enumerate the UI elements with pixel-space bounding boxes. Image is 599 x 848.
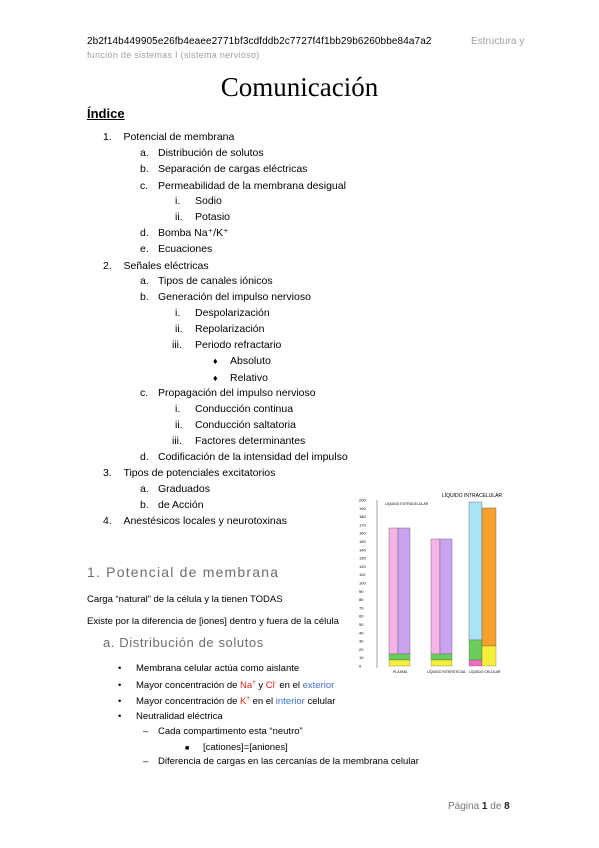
- list-item: • Mayor concentración de K+ en el interior celular: [118, 696, 336, 708]
- y-tick-label: 90: [359, 588, 364, 594]
- y-tick-label: 20: [359, 646, 364, 652]
- paragraph: Existe por la diferencia de [iones] dentro y fuera de la célula: [87, 616, 339, 627]
- list-item: • Mayor concentración de Na+ y Cl- en el exterior: [118, 680, 335, 692]
- y-tick-label: 10: [359, 655, 364, 661]
- toc-item: b. de Acción: [140, 499, 204, 511]
- y-tick-label: 110: [359, 572, 366, 578]
- y-tick-label: 190: [359, 505, 366, 511]
- toc-item: a. Distribución de solutos: [140, 147, 264, 159]
- toc-item: b. Separación de cargas eléctricas: [140, 163, 308, 175]
- toc-item: i. Conducción continua: [175, 403, 294, 415]
- y-tick-label: 0: [359, 663, 362, 669]
- cellular-column: [469, 502, 496, 666]
- list-item: ■ [cationes]=[aniones]: [185, 742, 288, 753]
- toc-item: 2. Señales eléctricas: [103, 260, 209, 272]
- list-item: • Membrana celular actúa como aislante: [118, 663, 300, 674]
- list-item: – Cada compartimento esta “neutro”: [143, 726, 303, 737]
- figure-extra-label: LÍQUIDO EXTRACELULAR: [385, 502, 429, 506]
- y-tick-label: 120: [359, 563, 366, 569]
- y-tick-label: 100: [359, 580, 366, 586]
- col-label-interstitial: LÍQUIDO INTERSTICIAL: [427, 670, 467, 674]
- y-tick-label: 80: [359, 597, 364, 603]
- y-tick-label: 60: [359, 613, 364, 619]
- interstitial-column: [431, 539, 452, 666]
- toc-item: 4. Anestésicos locales y neurotoxinas: [103, 515, 287, 527]
- toc-item: c. Permeabilidad de la membrana desigual: [140, 180, 346, 192]
- y-tick-label: 50: [359, 622, 364, 627]
- ion-concentration-svg: [357, 488, 517, 683]
- header-course-title: Estructura y: [471, 36, 525, 47]
- toc-item: a. Graduados: [140, 483, 210, 495]
- y-tick-label: 40: [359, 630, 364, 636]
- toc-item: e. Ecuaciones: [140, 243, 213, 255]
- toc-item: i. Despolarización: [175, 307, 270, 319]
- page-footer: Página 1 de 8: [448, 801, 510, 812]
- toc-item: 3. Tipos de potenciales excitatorios: [103, 467, 276, 479]
- index-heading: Índice: [87, 106, 125, 121]
- paragraph: Carga “natural” de la célula y la tienen TODAS: [87, 594, 283, 605]
- y-axis-ticks: [359, 498, 366, 669]
- toc-item: i. Sodio: [175, 195, 222, 207]
- col-label-plasma: PLASMA: [393, 670, 408, 674]
- toc-item: d. Bomba Na⁺/K⁺: [140, 227, 229, 239]
- toc-item: ♦ Relativo: [213, 372, 268, 384]
- toc-item: ii. Conducción saltatoria: [175, 419, 296, 431]
- document-id: 2b2f14b449905e26fb4eaee2771bf3cdfddb2c7727f4f1bb29b6260bbe84a7a2: [87, 36, 432, 47]
- y-tick-label: 200: [359, 497, 366, 503]
- subsection-heading: a. Distribución de solutos: [103, 635, 264, 650]
- header-course-subtitle: función de sistemas I (sistema nervioso): [87, 50, 260, 60]
- y-tick-label: 140: [359, 547, 366, 553]
- y-tick-label: 70: [359, 605, 364, 611]
- figure-top-label: LÍQUIDO INTRACELULAR: [442, 493, 503, 499]
- ion-concentration-figure: [357, 488, 517, 688]
- y-tick-label: 180: [359, 514, 366, 520]
- toc-item: c. Propagación del impulso nervioso: [140, 387, 316, 399]
- plasma-column: [389, 528, 410, 666]
- y-tick-label: 30: [359, 638, 364, 644]
- page-title: Comunicación: [220, 72, 379, 102]
- section-heading: 1. Potencial de membrana: [87, 564, 280, 580]
- col-label-cellular: LÍQUIDO CELULAR: [469, 670, 501, 674]
- y-tick-label: 130: [359, 555, 366, 561]
- toc-item: ♦ Absoluto: [213, 355, 271, 367]
- y-tick-label: 160: [359, 530, 366, 536]
- toc-item: 1. Potencial de membrana: [103, 131, 235, 143]
- toc-item: ii. Repolarización: [175, 323, 265, 335]
- toc-item: a. Tipos de canales iónicos: [140, 275, 273, 287]
- toc-item: d. Codificación de la intensidad del impulso: [140, 451, 348, 463]
- list-item: – Diferencia de cargas en las cercanías de la membrana celular: [143, 756, 419, 767]
- toc-item: iii. Periodo refractario: [172, 339, 282, 351]
- toc-item: ii. Potasio: [175, 211, 231, 223]
- y-tick-label: 150: [359, 539, 366, 544]
- toc-item: iii. Factores determinantes: [172, 435, 306, 447]
- y-tick-label: 170: [359, 522, 366, 528]
- toc-item: b. Generación del impulso nervioso: [140, 291, 311, 303]
- list-item: • Neutralidad eléctrica: [118, 711, 223, 722]
